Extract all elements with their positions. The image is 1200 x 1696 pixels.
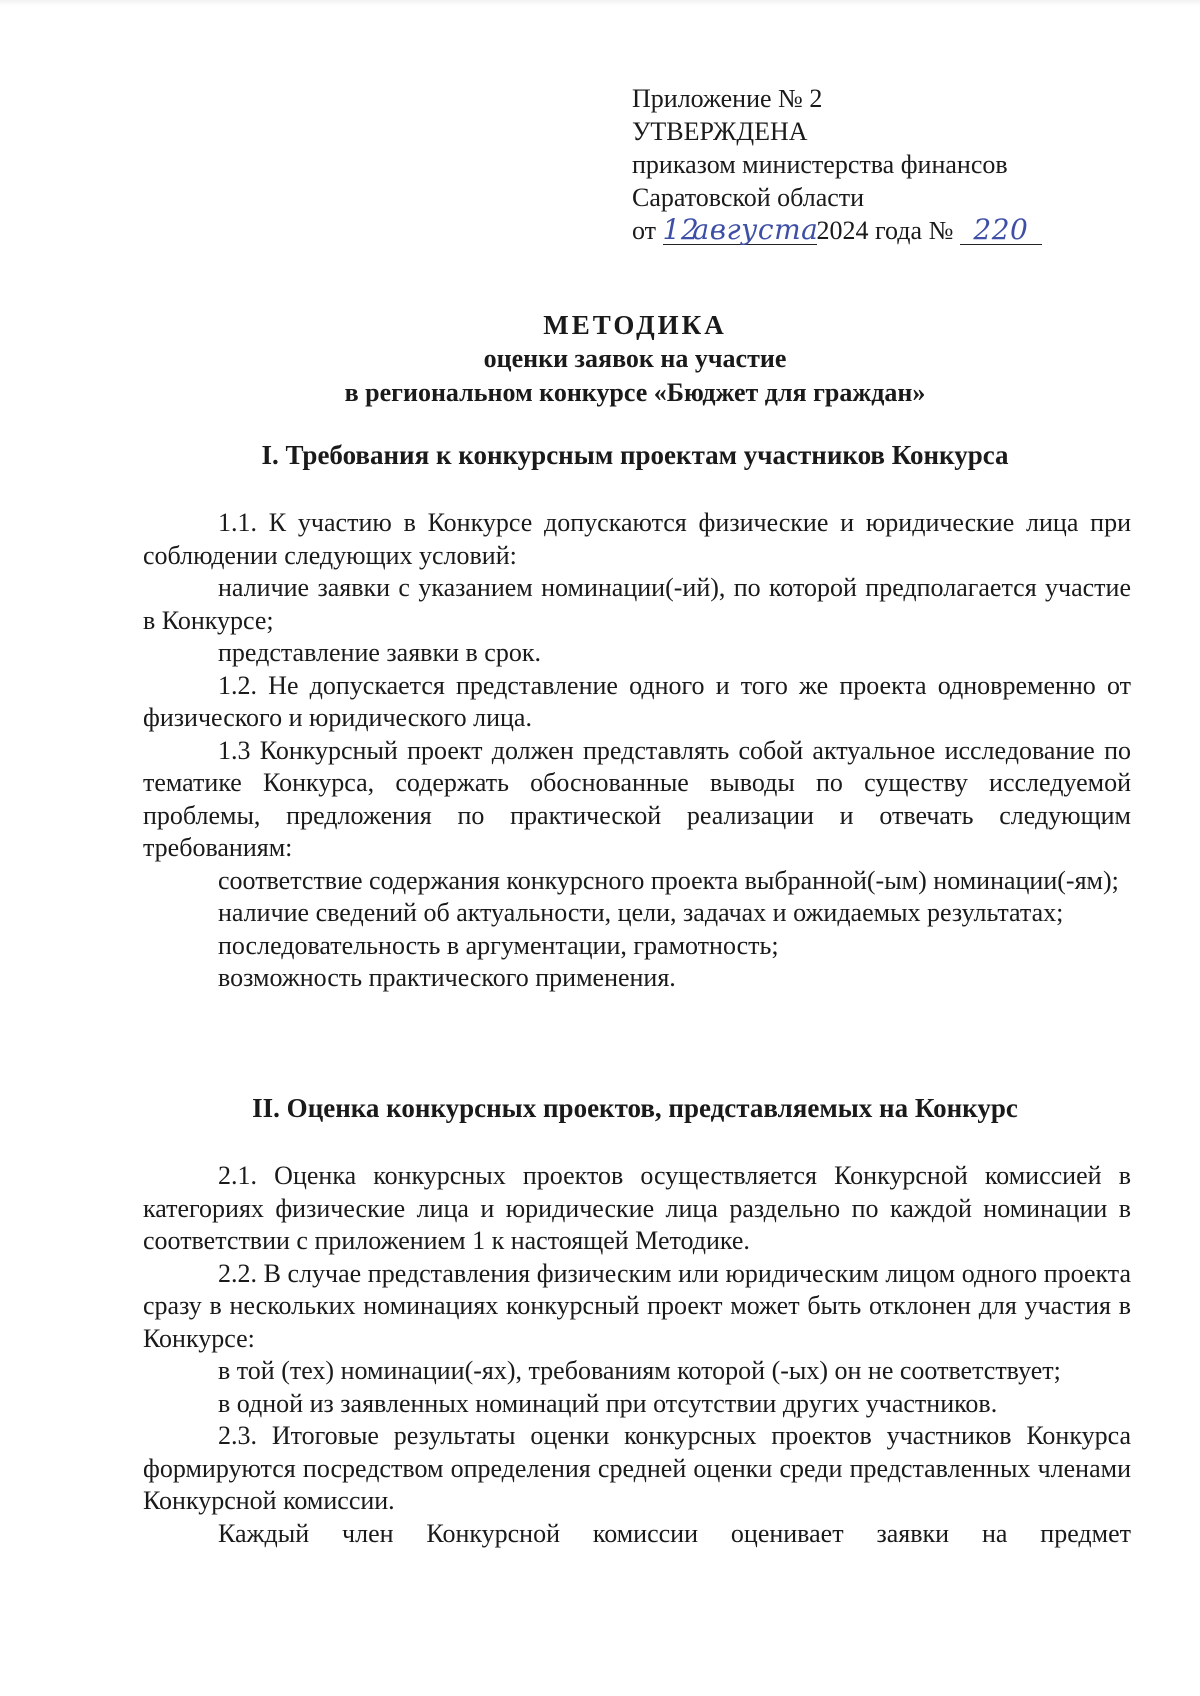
- paragraph-condition-1: наличие заявки с указанием номинации(-ий), по которой предполагается участие в Конкурсе;: [143, 573, 1131, 635]
- paragraph-condition-2: представление заявки в срок.: [218, 638, 541, 667]
- title-line-3: в региональном конкурсе «Бюджет для граждан»: [344, 378, 926, 407]
- handwritten-day: 12: [662, 213, 700, 246]
- section-2-heading: II. Оценка конкурсных проектов, представляемых на Конкурс: [252, 1093, 1018, 1123]
- section-1-heading: I. Требования к конкурсным проектам участников Конкурса: [261, 440, 1009, 470]
- paragraph-1-3: 1.3 Конкурсный проект должен представлять собой актуальное исследование по тематике Конкурса, содержать обоснованные выводы по существу исследуемой проблемы, предложения по практической реализации и отвечать следующим требованиям:: [143, 735, 1131, 862]
- paragraph-2-1: 2.1. Оценка конкурсных проектов осуществляется Конкурсной комиссией в категориях физические лица и юридические лица раздельно по каждой номинации в соответствии с приложением 1 к настоящей Методике.: [143, 1161, 1131, 1255]
- date-line: [632, 214, 1152, 247]
- paragraph-requirement-2: наличие сведений об актуальности, цели, задачах и ожидаемых результатах;: [218, 898, 1064, 927]
- paragraph-rejection-1: в той (тех) номинации(-ях), требованиям которой (-ых) он не соответствует;: [218, 1356, 1061, 1385]
- approval-block: [632, 82, 1152, 247]
- paragraph-requirement-4: возможность практического применения.: [218, 963, 676, 992]
- approved-label: УТВЕРЖДЕНА: [632, 117, 808, 146]
- date-prefix: от: [632, 216, 657, 245]
- paragraph-requirement-3: последовательность в аргументации, грамотность;: [218, 930, 779, 960]
- paragraph-requirement-1: соответствие содержания конкурсного проекта выбранной(-ым) номинации(-ям);: [218, 865, 1119, 895]
- handwritten-month: августа: [692, 213, 819, 246]
- region-line: Саратовской области: [632, 183, 865, 212]
- section-1-body: [143, 507, 1131, 995]
- document-title: [130, 308, 1140, 410]
- date-year: 2024 года №: [816, 216, 954, 245]
- paragraph-1-1: 1.1. К участию в Конкурсе допускаются физические и юридические лица при соблюдении следующих условий:: [143, 508, 1131, 570]
- section-2-body: [143, 1160, 1131, 1550]
- paragraph-2-3: 2.3. Итоговые результаты оценки конкурсных проектов участников Конкурса формируются посредством определения средней оценки среди представленных членами Конкурсной комиссии.: [143, 1421, 1131, 1515]
- title-line-2: оценки заявок на участие: [483, 344, 787, 373]
- paragraph-1-2: 1.2. Не допускается представление одного и того же проекта одновременно от физического и юридического лица.: [143, 670, 1131, 732]
- order-line: приказом министерства финансов: [632, 150, 1008, 179]
- scan-edge: [0, 0, 1200, 6]
- paragraph-rejection-2: в одной из заявленных номинаций при отсутствии других участников.: [218, 1388, 998, 1418]
- paragraph-commission: Каждый член Конкурсной комиссии оценивает заявки на предмет: [218, 1518, 1131, 1548]
- title-main: МЕТОДИКА: [543, 310, 727, 340]
- paragraph-2-2: 2.2. В случае представления физическим или юридическим лицом одного проекта сразу в нескольких номинациях конкурсный проект может быть отклонен для участия в Конкурсе:: [143, 1258, 1131, 1353]
- handwritten-order-number: 220: [960, 216, 1042, 245]
- appendix-label: Приложение № 2: [632, 84, 823, 113]
